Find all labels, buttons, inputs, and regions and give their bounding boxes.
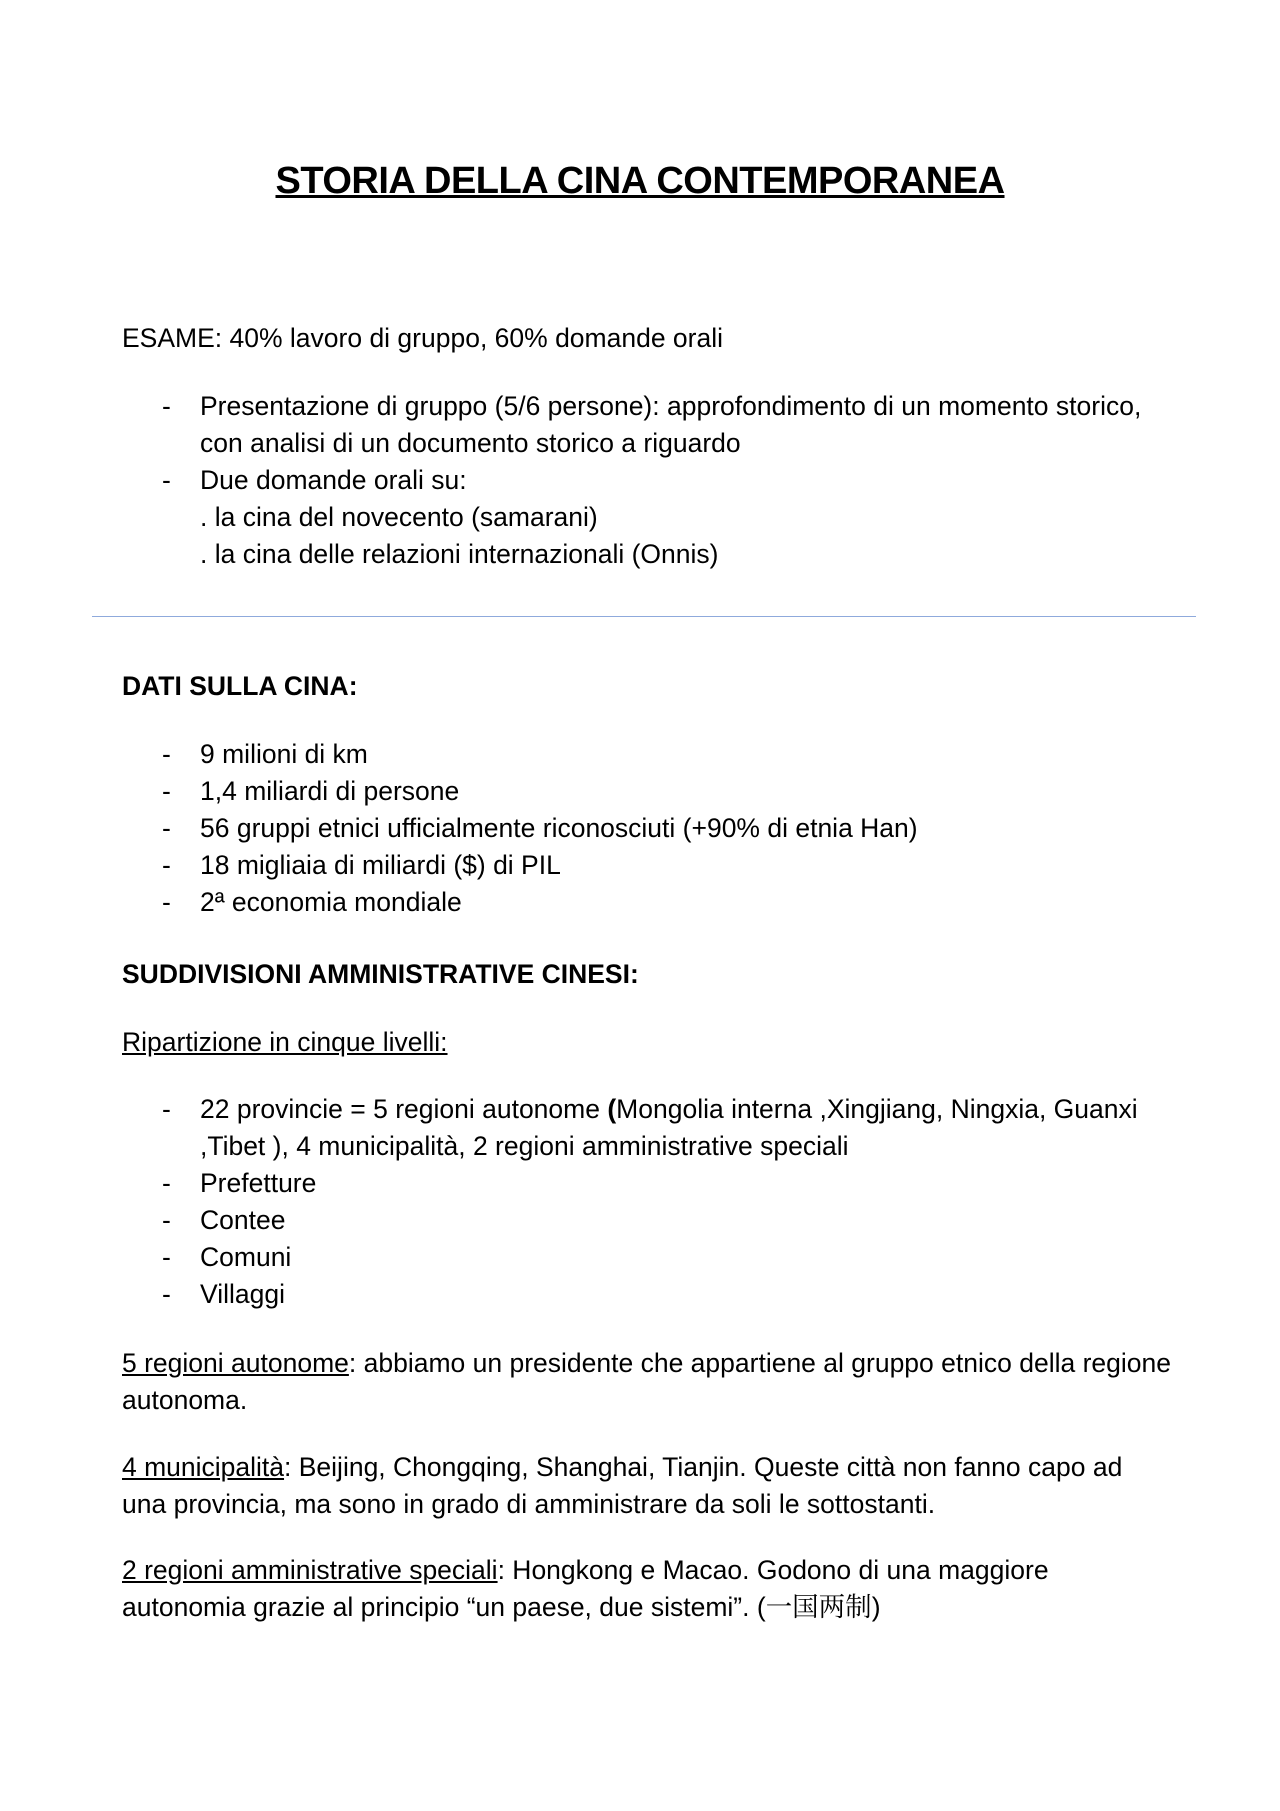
list-item-text: 56 gruppi etnici ufficialmente riconosciuti (+90% di etnia Han)	[200, 813, 918, 843]
list-item	[122, 1239, 1142, 1276]
list-item-text: 22 provincie = 5 regioni autonome	[200, 1094, 608, 1124]
dash-bullet: -	[162, 465, 171, 495]
municipalita-paragraph	[122, 1449, 1172, 1523]
suddivisioni-subheading: Ripartizione in cinque livelli:	[122, 1027, 448, 1057]
regioni-autonome-paragraph	[122, 1345, 1172, 1419]
list-item-text: Villaggi	[200, 1279, 285, 1309]
sub-item: . la cina del novecento (samarani)	[200, 502, 598, 532]
dash-bullet: -	[162, 1279, 171, 1309]
dash-bullet: -	[162, 1168, 171, 1198]
close-paren: )	[871, 1592, 881, 1622]
suddivisioni-heading: SUDDIVISIONI AMMINISTRATIVE CINESI:	[122, 959, 639, 989]
dash-bullet: -	[162, 887, 171, 917]
list-item-text: 18 migliaia di miliardi ($) di PIL	[200, 850, 561, 880]
regioni-autonome-label: 5 regioni autonome	[122, 1348, 349, 1378]
list-item	[122, 1276, 1142, 1313]
cjk-text: 一国两制	[765, 1592, 872, 1623]
dati-heading: DATI SULLA CINA:	[122, 671, 358, 701]
list-item	[122, 810, 1142, 847]
exam-intro: ESAME: 40% lavoro di gruppo, 60% domande orali	[122, 323, 724, 353]
list-item	[122, 847, 1142, 884]
list-item	[122, 1165, 1142, 1202]
list-item-text: Prefetture	[200, 1168, 317, 1198]
list-item-text: Mongolia interna ,Xingjiang, Ningxia, Guanxi ,Tibet ), 4 municipalità, 2 regioni amministrative speciali	[200, 1094, 1138, 1161]
dash-bullet: -	[162, 1242, 171, 1272]
dash-bullet: -	[162, 1094, 171, 1124]
list-item-text: Presentazione di gruppo (5/6 persone): approfondimento di un momento storico, con analisi di un documento storico a riguardo	[200, 391, 1142, 458]
regioni-autonome-text: : abbiamo un presidente che appartiene al gruppo etnico della regione autonoma.	[122, 1348, 1171, 1415]
regioni-speciali-label: 2 regioni amministrative speciali	[122, 1555, 498, 1585]
list-item-text: 2ª economia mondiale	[200, 887, 462, 917]
list-item	[122, 773, 1142, 810]
dash-bullet: -	[162, 813, 171, 843]
regioni-speciali-paragraph	[122, 1552, 1172, 1626]
list-item	[122, 1202, 1142, 1239]
list-item-text: Due domande orali su:	[200, 465, 467, 495]
page-title: STORIA DELLA CINA CONTEMPORANEA	[275, 160, 1005, 202]
suddivisioni-list	[122, 1091, 1142, 1313]
list-item	[122, 462, 1142, 573]
regioni-speciali-text: : Hongkong e Macao. Godono di una maggiore autonomia grazie al principio “un paese, due sistemi”. (	[122, 1555, 1049, 1622]
exam-list	[122, 388, 1142, 573]
dash-bullet: -	[162, 850, 171, 880]
list-item-text: 9 milioni di km	[200, 739, 368, 769]
dash-bullet: -	[162, 1205, 171, 1235]
list-item-text: 1,4 miliardi di persone	[200, 776, 460, 806]
sub-item: . la cina delle relazioni internazionali (Onnis)	[200, 539, 719, 569]
dash-bullet: -	[162, 776, 171, 806]
list-item-text: Contee	[200, 1205, 286, 1235]
open-paren: (	[607, 1094, 617, 1124]
municipalita-text: : Beijing, Chongqing, Shanghai, Tianjin. Queste città non fanno capo ad una provincia, ma sono in grado di amministrare da soli le sottostanti.	[122, 1452, 1123, 1519]
list-item-text: Comuni	[200, 1242, 292, 1272]
list-item	[122, 884, 1142, 921]
list-item	[122, 1091, 1142, 1165]
list-item	[122, 388, 1142, 462]
list-item	[122, 736, 1142, 773]
dash-bullet: -	[162, 391, 171, 421]
dash-bullet: -	[162, 739, 171, 769]
municipalita-label: 4 municipalità	[122, 1452, 285, 1482]
dati-list	[122, 736, 1142, 921]
horizontal-divider	[92, 616, 1196, 617]
